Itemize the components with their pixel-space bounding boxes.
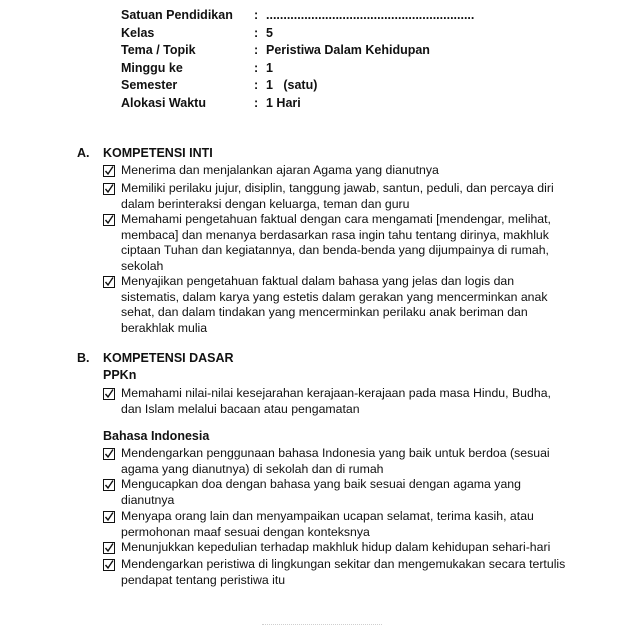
identity-colon: :: [254, 78, 259, 93]
checkbox-icon: [103, 511, 115, 523]
item-text: Menerima dan menjalankan ajaran Agama yang dianutnya: [121, 163, 439, 177]
checkbox-icon: [103, 165, 115, 177]
identity-value: 1 (satu): [266, 78, 318, 93]
identity-value: 5: [266, 25, 273, 40]
identity-value: 1 Hari: [266, 95, 301, 110]
checkbox-icon: [103, 388, 115, 400]
identity-row: [121, 95, 474, 113]
identity-label: Kelas: [121, 25, 155, 40]
item-text: Memahami nilai-nilai kesejarahan kerajaan-kerajaan pada masa Hindu, Budha, dan Islam melalui bacaan atau pengamatan: [121, 386, 551, 416]
list-item: [103, 212, 573, 274]
item-text: Menyajikan pengetahuan faktual dalam bahasa yang jelas dan logis dan sistematis, dalam karya yang estetis dalam gerakan yang mencerminkan anak sehat, dan dalam tindakan yang mencerminkan perilaku anak beriman dan berakhlak mulia: [121, 274, 548, 335]
identity-row: [121, 60, 474, 78]
identity-colon: :: [254, 95, 259, 110]
identity-colon: :: [254, 60, 259, 75]
item-text: Mendengarkan peristiwa di lingkungan sekitar dan mengemukakan secara tertulis pendapat tentang peristiwa itu: [121, 557, 566, 587]
identity-label: Minggu ke: [121, 60, 183, 75]
item-text: Memahami pengetahuan faktual dengan cara mengamati [mendengar, melihat, membaca] dan menanya berdasarkan rasa ingin tahu tentang dirinya, makhluk ciptaan Tuhan dan kegiatannya, dan benda-benda yang dijumpainya di rumah, sekolah: [121, 212, 551, 273]
list-item: [103, 386, 573, 417]
subject-heading-ppkn: PPKn: [103, 368, 137, 382]
list-item: [103, 274, 573, 336]
identity-row: [121, 77, 474, 95]
list-item: [103, 557, 573, 588]
identity-value: ............................................................: [266, 8, 475, 22]
identity-colon: :: [254, 8, 259, 22]
list-item: [103, 540, 573, 556]
item-text: Mengucapkan doa dengan bahasa yang baik sesuai dengan agama yang dianutnya: [121, 477, 521, 507]
identity-label: Tema / Topik: [121, 43, 196, 58]
identity-colon: :: [254, 43, 259, 58]
identity-row: [121, 25, 474, 43]
identity-label: Alokasi Waktu: [121, 95, 206, 110]
identity-label: Satuan Pendidikan: [121, 8, 233, 22]
identity-value: 1: [266, 60, 273, 75]
section-title: KOMPETENSI INTI: [103, 146, 213, 160]
section-letter: A.: [77, 146, 90, 160]
item-text: Mendengarkan penggunaan bahasa Indonesia yang baik untuk berdoa (sesuai agama yang dianutnya) di sekolah dan di rumah: [121, 446, 550, 476]
checkbox-icon: [103, 183, 115, 195]
identity-row: [121, 42, 474, 60]
identity-table: [121, 7, 474, 113]
section-letter: B.: [77, 351, 90, 365]
list-item: [103, 477, 573, 508]
list-item: [103, 163, 573, 179]
item-text: Memiliki perilaku jujur, disiplin, tanggung jawab, santun, peduli, dan percaya diri dalam berinteraksi dengan keluarga, teman dan guru: [121, 181, 554, 211]
list-item: [103, 446, 573, 477]
checkbox-icon: [103, 479, 115, 491]
item-text: Menyapa orang lain dan menyampaikan ucapan selamat, terima kasih, atau permohonan maaf sesuai dengan konteksnya: [121, 509, 534, 539]
checkbox-icon: [103, 214, 115, 226]
identity-label: Semester: [121, 78, 178, 93]
checkbox-icon: [103, 448, 115, 460]
section-b-heading: [77, 351, 234, 365]
checkbox-icon: [103, 542, 115, 554]
section-title: KOMPETENSI DASAR: [103, 351, 234, 365]
identity-colon: :: [254, 25, 259, 40]
identity-value: Peristiwa Dalam Kehidupan: [266, 43, 430, 58]
list-item: [103, 509, 573, 540]
subject-heading-bahasa: Bahasa Indonesia: [103, 429, 210, 443]
identity-row: [121, 7, 474, 25]
list-item: [103, 181, 573, 212]
section-a-heading: [77, 146, 213, 160]
checkbox-icon: [103, 559, 115, 571]
item-text: Menunjukkan kepedulian terhadap makhluk hidup dalam kehidupan sehari-hari: [121, 540, 551, 554]
checkbox-icon: [103, 276, 115, 288]
